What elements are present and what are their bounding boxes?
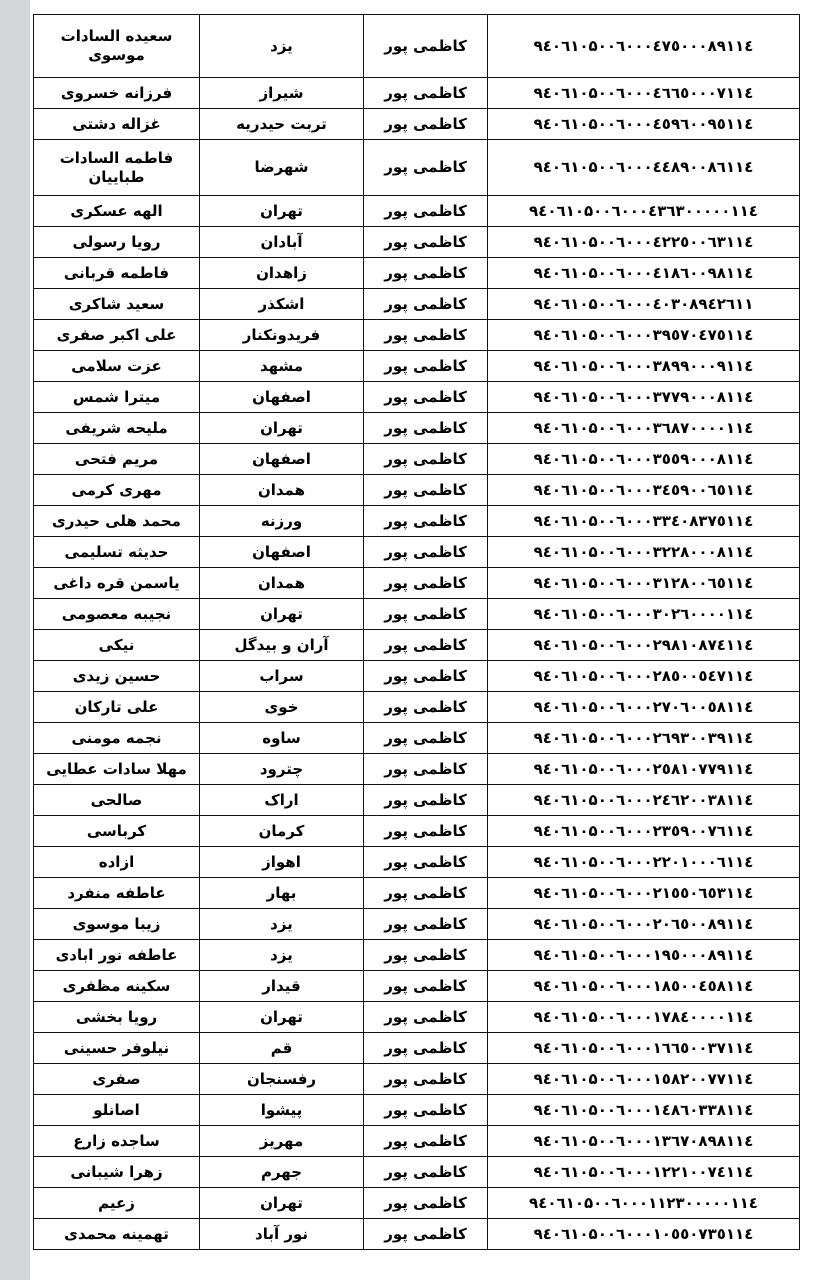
code-cell: ۹٤۰٦۱۰۵۰۰٦۰۰۰۱٣٦٧۰۸۹۸۱۱٤ [488,1126,800,1157]
name-cell: عاطفه نور ابادی [34,940,200,971]
name-cell: کرباسی [34,816,200,847]
family-cell: کاظمی پور [364,568,488,599]
family-cell: کاظمی پور [364,1095,488,1126]
name-cell: ملیحه شریفی [34,413,200,444]
name-cell: صفری [34,1064,200,1095]
family-cell: کاظمی پور [364,847,488,878]
code-cell: ۹٤۰٦۱۰۵۰۰٦۰۰۰٤٦٦٥۰۰۰٧۱۱٤ [488,78,800,109]
code-cell: ۹٤۰٦۱۰۵۰۰٦۰۰۰۱٧۸٤۰۰۰۰۱۱٤ [488,1002,800,1033]
table-row [34,1126,800,1157]
family-cell: کاظمی پور [364,475,488,506]
code-cell: ۹٤۰٦۱۰۵۰۰٦۰۰۰٣٢٢۸۰۰۰۸۱۱٤ [488,537,800,568]
document-sheet [30,0,828,1280]
family-cell: کاظمی پور [364,971,488,1002]
name-cell: علی اکبر صفری [34,320,200,351]
table-row [34,289,800,320]
name-cell: حسین زیدی [34,661,200,692]
table-row [34,909,800,940]
code-cell: ۹٤۰٦۱۰۵۰۰٦۰۰۰٤۰٣۰۸۹٤٢٦۱۱ [488,289,800,320]
name-cell: عاطفه منفرد [34,878,200,909]
family-cell: کاظمی پور [364,692,488,723]
city-cell: اهواز [200,847,364,878]
city-cell: چترود [200,754,364,785]
family-cell: کاظمی پور [364,909,488,940]
table-row [34,1002,800,1033]
family-cell: کاظمی پور [364,661,488,692]
table-row [34,878,800,909]
table-row [34,1033,800,1064]
name-cell: زهرا شیبانی [34,1157,200,1188]
city-cell: مهریز [200,1126,364,1157]
name-cell: نیکی [34,630,200,661]
code-cell: ۹٤۰٦۱۰۵۰۰٦۰۰۰٣٧٧۹۰۰۰۸۱۱٤ [488,382,800,413]
code-cell: ۹٤۰٦۱۰۵۰۰٦۰۰۰٣۰٢٦۰۰۰۰۱۱٤ [488,599,800,630]
family-cell: کاظمی پور [364,15,488,78]
table-row [34,568,800,599]
name-cell: ازاده [34,847,200,878]
city-cell: پیشوا [200,1095,364,1126]
code-cell: ۹٤۰٦۱۰۵۰۰٦۰۰۰٢٤٦٢۰۰٣۸۱۱٤ [488,785,800,816]
family-cell: کاظمی پور [364,258,488,289]
table-row [34,1095,800,1126]
code-cell: ۹٤۰٦۱۰۵۰۰٦۰۰۰٤٧٥۰۰۰۸۹۱۱٤ [488,15,800,78]
city-cell: آبادان [200,227,364,258]
code-cell: ۹٤۰٦۱۰۵۰۰٦۰۰۰٣۹٥٧۰٤٧٥۱۱٤ [488,320,800,351]
city-cell: مشهد [200,351,364,382]
table-row [34,1157,800,1188]
records-table [33,14,800,1250]
city-cell: تهران [200,599,364,630]
name-cell: فاطمه قربانی [34,258,200,289]
family-cell: کاظمی پور [364,351,488,382]
family-cell: کاظمی پور [364,537,488,568]
family-cell: کاظمی پور [364,1126,488,1157]
name-cell: محمد هلی حیدری [34,506,200,537]
city-cell: یزد [200,15,364,78]
name-cell: مهری کرمی [34,475,200,506]
city-cell: تهران [200,1188,364,1219]
table-row [34,78,800,109]
city-cell: ورزنه [200,506,364,537]
city-cell: تهران [200,1002,364,1033]
table-row [34,196,800,227]
name-cell: سعید شاکری [34,289,200,320]
name-cell: علی تارکان [34,692,200,723]
table-row [34,15,800,78]
name-cell: رویا بخشی [34,1002,200,1033]
name-cell: صالحی [34,785,200,816]
name-cell: نجمه مومنی [34,723,200,754]
name-cell: نیلوفر حسینی [34,1033,200,1064]
family-cell: کاظمی پور [364,878,488,909]
city-cell: آران و بیدگل [200,630,364,661]
code-cell: ۹٤۰٦۱۰۵۰۰٦۰۰۰٢٥۸۱۰٧٧۹۱۱٤ [488,754,800,785]
city-cell: کرمان [200,816,364,847]
table-row [34,351,800,382]
table-row [34,320,800,351]
city-cell: شیراز [200,78,364,109]
city-cell: اصفهان [200,382,364,413]
code-cell: ۹٤۰٦۱۰۵۰۰٦۰۰۰٢۱٥٥۰٦٥٣۱۱٤ [488,878,800,909]
table-row [34,754,800,785]
name-cell: مهلا سادات عطایی [34,754,200,785]
family-cell: کاظمی پور [364,289,488,320]
family-cell: کاظمی پور [364,444,488,475]
code-cell: ۹٤۰٦۱۰۵۰۰٦۰۰۰۱٦٦٥۰۰٣٧۱۱٤ [488,1033,800,1064]
city-cell: اراک [200,785,364,816]
code-cell: ۹٤۰٦۱۰۵۰۰٦۰۰۰٤٤۸۹۰۰۸٦۱۱٤ [488,140,800,196]
city-cell: زاهدان [200,258,364,289]
table-row [34,1188,800,1219]
page-margin-strip [0,0,30,1280]
table-row [34,1064,800,1095]
name-cell: یاسمن قره داغی [34,568,200,599]
code-cell: ۹٤۰٦۱۰۵۰۰٦۰۰۰٣٥٥۹۰۰۰۸۱۱٤ [488,444,800,475]
name-cell: حدیثه تسلیمی [34,537,200,568]
city-cell: شهرضا [200,140,364,196]
table-row [34,413,800,444]
city-cell: اصفهان [200,537,364,568]
city-cell: نور آباد [200,1219,364,1250]
city-cell: فریدونکنار [200,320,364,351]
name-cell: فرزانه خسروی [34,78,200,109]
name-cell: الهه عسکری [34,196,200,227]
table-row [34,444,800,475]
code-cell: ۹٤۰٦۱۰۵۰۰٦۰۰۰٢۰٦٥۰۰۸۹۱۱٤ [488,909,800,940]
family-cell: کاظمی پور [364,723,488,754]
city-cell: تهران [200,196,364,227]
city-cell: جهرم [200,1157,364,1188]
family-cell: کاظمی پور [364,1157,488,1188]
family-cell: کاظمی پور [364,785,488,816]
family-cell: کاظمی پور [364,196,488,227]
family-cell: کاظمی پور [364,1188,488,1219]
family-cell: کاظمی پور [364,78,488,109]
city-cell: بهار [200,878,364,909]
code-cell: ۹٤۰٦۱۰۵۰۰٦۰۰۰٢۹۸۱۰۸٧٤۱۱٤ [488,630,800,661]
name-cell: ساجده زارع [34,1126,200,1157]
family-cell: کاظمی پور [364,506,488,537]
code-cell: ۹٤۰٦۱۰۵۰۰٦۰۰۰٣٣٤۰۸٣٧٥۱۱٤ [488,506,800,537]
family-cell: کاظمی پور [364,816,488,847]
table-row [34,537,800,568]
code-cell: ۹٤۰٦۱۰۵۰۰٦۰۰۰۱۱٢٣۰۰۰۰۰۱۱٤ [488,1188,800,1219]
city-cell: قیدار [200,971,364,1002]
city-cell: سراب [200,661,364,692]
family-cell: کاظمی پور [364,382,488,413]
code-cell: ۹٤۰٦۱۰۵۰۰٦۰۰۰٣۸۹۹۰۰۰۹۱۱٤ [488,351,800,382]
code-cell: ۹٤۰٦۱۰۵۰۰٦۰۰۰٣٤٥۹۰۰٦٥۱۱٤ [488,475,800,506]
records-table-body [34,15,800,1250]
table-row [34,227,800,258]
table-row [34,661,800,692]
code-cell: ۹٤۰٦۱۰۵۰۰٦۰۰۰٤٥۹٦۰۰۹٥۱۱٤ [488,109,800,140]
name-cell: عزت سلامی [34,351,200,382]
code-cell: ۹٤۰٦۱۰۵۰۰٦۰۰۰۱۰٥٥۰٧٣٥۱۱٤ [488,1219,800,1250]
table-row [34,723,800,754]
code-cell: ۹٤۰٦۱۰۵۰۰٦۰۰۰٢٧۰٦۰۰٥۸۱۱٤ [488,692,800,723]
code-cell: ۹٤۰٦۱۰۵۰۰٦۰۰۰۱٥۸٢۰۰٧٧۱۱٤ [488,1064,800,1095]
name-cell: نجیبه معصومی [34,599,200,630]
name-cell: اصانلو [34,1095,200,1126]
family-cell: کاظمی پور [364,320,488,351]
table-row [34,785,800,816]
code-cell: ۹٤۰٦۱۰۵۰۰٦۰۰۰٤٣٦٣۰۰۰۰۰۱۱٤ [488,196,800,227]
code-cell: ۹٤۰٦۱۰۵۰۰٦۰۰۰٣۱٢۸۰۰٦٥۱۱٤ [488,568,800,599]
family-cell: کاظمی پور [364,754,488,785]
code-cell: ۹٤۰٦۱۰۵۰۰٦۰۰۰٢٢۰۱۰۰۰٦۱۱٤ [488,847,800,878]
family-cell: کاظمی پور [364,1002,488,1033]
name-cell: زیبا موسوی [34,909,200,940]
table-row [34,940,800,971]
city-cell: همدان [200,475,364,506]
code-cell: ۹٤۰٦۱۰۵۰۰٦۰۰۰۱۸٥۰۰٤٥۸۱۱٤ [488,971,800,1002]
code-cell: ۹٤۰٦۱۰۵۰۰٦۰۰۰٤٢٢٥۰۰٦٣۱۱٤ [488,227,800,258]
name-cell: تهمینه محمدی [34,1219,200,1250]
name-cell: غزاله دشتی [34,109,200,140]
code-cell: ۹٤۰٦۱۰۵۰۰٦۰۰۰٣٦۸٧۰۰۰۰۱۱٤ [488,413,800,444]
table-row [34,1219,800,1250]
code-cell: ۹٤۰٦۱۰۵۰۰٦۰۰۰۱٤۸٦۰٣٣۸۱۱٤ [488,1095,800,1126]
city-cell: تربت حیدریه [200,109,364,140]
table-row [34,599,800,630]
city-cell: اصفهان [200,444,364,475]
table-row [34,475,800,506]
city-cell: قم [200,1033,364,1064]
code-cell: ۹٤۰٦۱۰۵۰۰٦۰۰۰٤۱۸٦۰۰۹۸۱۱٤ [488,258,800,289]
family-cell: کاظمی پور [364,1219,488,1250]
table-row [34,847,800,878]
family-cell: کاظمی پور [364,1064,488,1095]
name-cell: میترا شمس [34,382,200,413]
name-cell: فاطمه السادات طباییان [34,140,200,196]
name-cell: زعیم [34,1188,200,1219]
family-cell: کاظمی پور [364,140,488,196]
name-cell: مریم فتحی [34,444,200,475]
family-cell: کاظمی پور [364,413,488,444]
table-row [34,382,800,413]
family-cell: کاظمی پور [364,630,488,661]
table-row [34,109,800,140]
name-cell: سعیده السادات موسوی [34,15,200,78]
code-cell: ۹٤۰٦۱۰۵۰۰٦۰۰۰٢٣٥۹۰۰٧٦۱۱٤ [488,816,800,847]
code-cell: ۹٤۰٦۱۰۵۰۰٦۰۰۰٢۸٥۰۰٥٤٧۱۱٤ [488,661,800,692]
city-cell: اشکذر [200,289,364,320]
family-cell: کاظمی پور [364,940,488,971]
code-cell: ۹٤۰٦۱۰۵۰۰٦۰۰۰٢٦۹٣۰۰٣۹۱۱٤ [488,723,800,754]
city-cell: یزد [200,909,364,940]
table-row [34,630,800,661]
city-cell: خوی [200,692,364,723]
code-cell: ۹٤۰٦۱۰۵۰۰٦۰۰۰۱۹٥۰۰۰۸۹۱۱٤ [488,940,800,971]
city-cell: تهران [200,413,364,444]
family-cell: کاظمی پور [364,1033,488,1064]
table-row [34,692,800,723]
table-row [34,971,800,1002]
table-row [34,816,800,847]
family-cell: کاظمی پور [364,599,488,630]
city-cell: یزد [200,940,364,971]
family-cell: کاظمی پور [364,227,488,258]
city-cell: همدان [200,568,364,599]
name-cell: رویا رسولی [34,227,200,258]
table-row [34,506,800,537]
city-cell: ساوه [200,723,364,754]
code-cell: ۹٤۰٦۱۰۵۰۰٦۰۰۰۱٢٢۱۰۰٧٤۱۱٤ [488,1157,800,1188]
family-cell: کاظمی پور [364,109,488,140]
table-row [34,258,800,289]
name-cell: سکینه مظفری [34,971,200,1002]
city-cell: رفسنجان [200,1064,364,1095]
table-row [34,140,800,196]
